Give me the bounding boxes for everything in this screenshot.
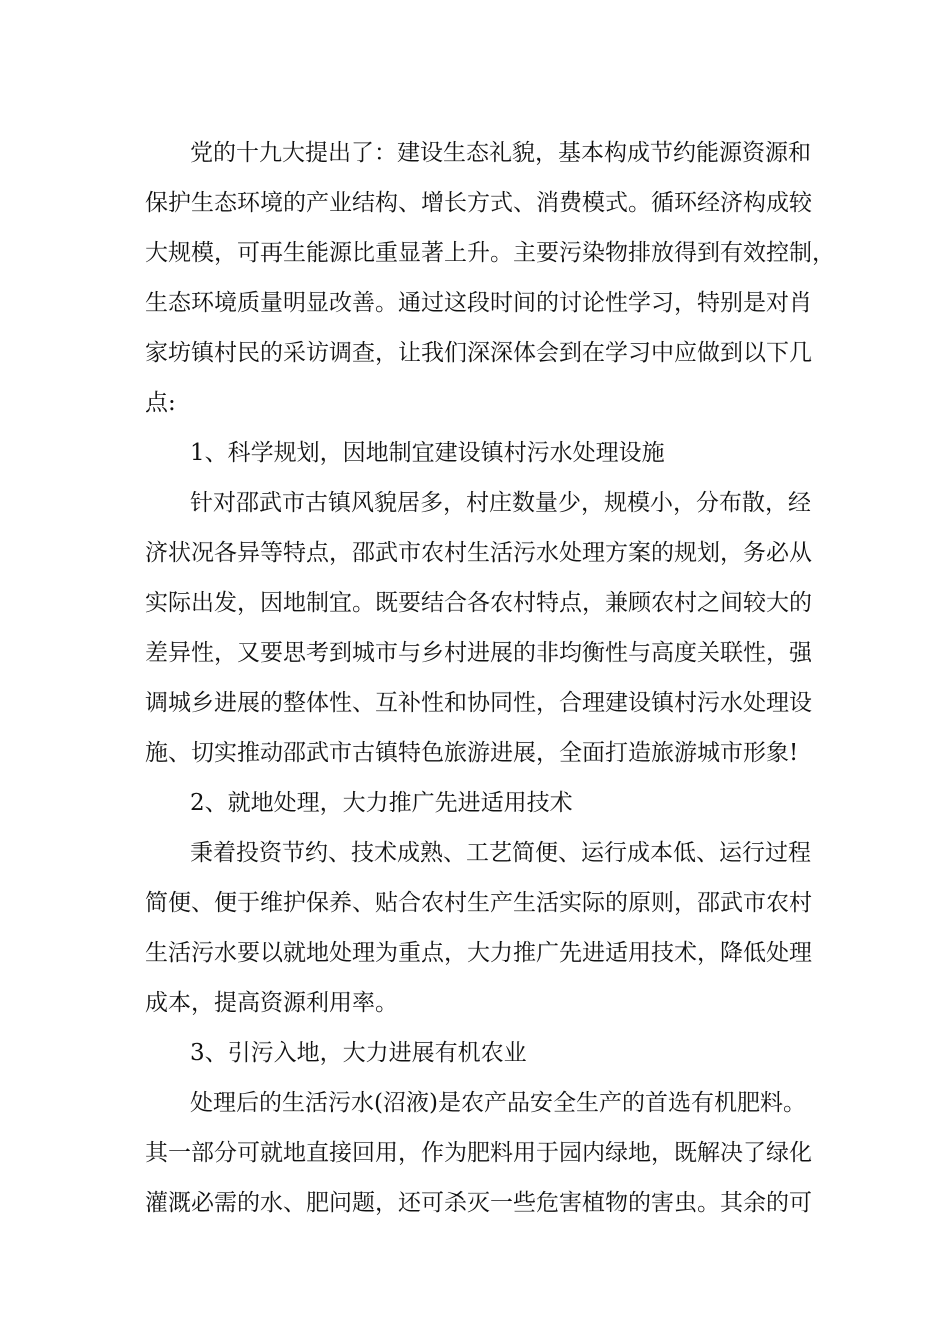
paragraph-line: 生活污水要以就地处理为重点，大力推广先进适用技术，降低处理 bbox=[145, 940, 812, 966]
paragraph-line: 针对邵武市古镇风貌居多，村庄数量少，规模小，分布散，经 bbox=[190, 490, 811, 516]
paragraph-line: 简便、便于维护保养、贴合农村生产生活实际的原则，邵武市农村 bbox=[145, 890, 812, 916]
paragraph-line: 家坊镇村民的采访调查，让我们深深体会到在学习中应做到以下几 bbox=[145, 340, 812, 366]
paragraph-line: 济状况各异等特点，邵武市农村生活污水处理方案的规划，务必从 bbox=[145, 540, 812, 566]
paragraph-line: 保护生态环境的产业结构、增长方式、消费模式。循环经济构成较 bbox=[145, 190, 812, 216]
paragraph-line: 处理后的生活污水(沼液)是农产品安全生产的首选有机肥料。 bbox=[190, 1090, 806, 1116]
paragraph-line: 其一部分可就地直接回用，作为肥料用于园内绿地，既解决了绿化 bbox=[145, 1140, 812, 1166]
paragraph-line: 党的十九大提出了：建设生态礼貌，基本构成节约能源资源和 bbox=[190, 140, 811, 166]
paragraph-line: 差异性，又要思考到城市与乡村进展的非均衡性与高度关联性，强 bbox=[145, 640, 812, 666]
paragraph-line: 生态环境质量明显改善。通过这段时间的讨论性学习，特别是对肖 bbox=[145, 290, 812, 316]
section-heading: 2、就地处理，大力推广先进适用技术 bbox=[190, 790, 573, 816]
paragraph-line: 点: bbox=[145, 390, 176, 416]
section-heading: 1、科学规划，因地制宜建设镇村污水处理设施 bbox=[190, 440, 665, 466]
paragraph-line: 秉着投资节约、技术成熟、工艺简便、运行成本低、运行过程 bbox=[190, 840, 811, 866]
paragraph-line: 施、切实推动邵武市古镇特色旅游进展，全面打造旅游城市形象! bbox=[145, 740, 799, 766]
paragraph-line: 实际出发，因地制宜。既要结合各农村特点，兼顾农村之间较大的 bbox=[145, 590, 812, 616]
paragraph-line: 大规模，可再生能源比重显著上升。主要污染物排放得到有效控制， bbox=[145, 240, 835, 266]
section-heading: 3、引污入地，大力进展有机农业 bbox=[190, 1040, 527, 1066]
paragraph-line: 灌溉必需的水、肥问题，还可杀灭一些危害植物的害虫。其余的可 bbox=[145, 1190, 812, 1216]
paragraph-line: 成本，提高资源利用率。 bbox=[145, 990, 398, 1016]
paragraph-line: 调城乡进展的整体性、互补性和协同性，合理建设镇村污水处理设 bbox=[145, 690, 812, 716]
